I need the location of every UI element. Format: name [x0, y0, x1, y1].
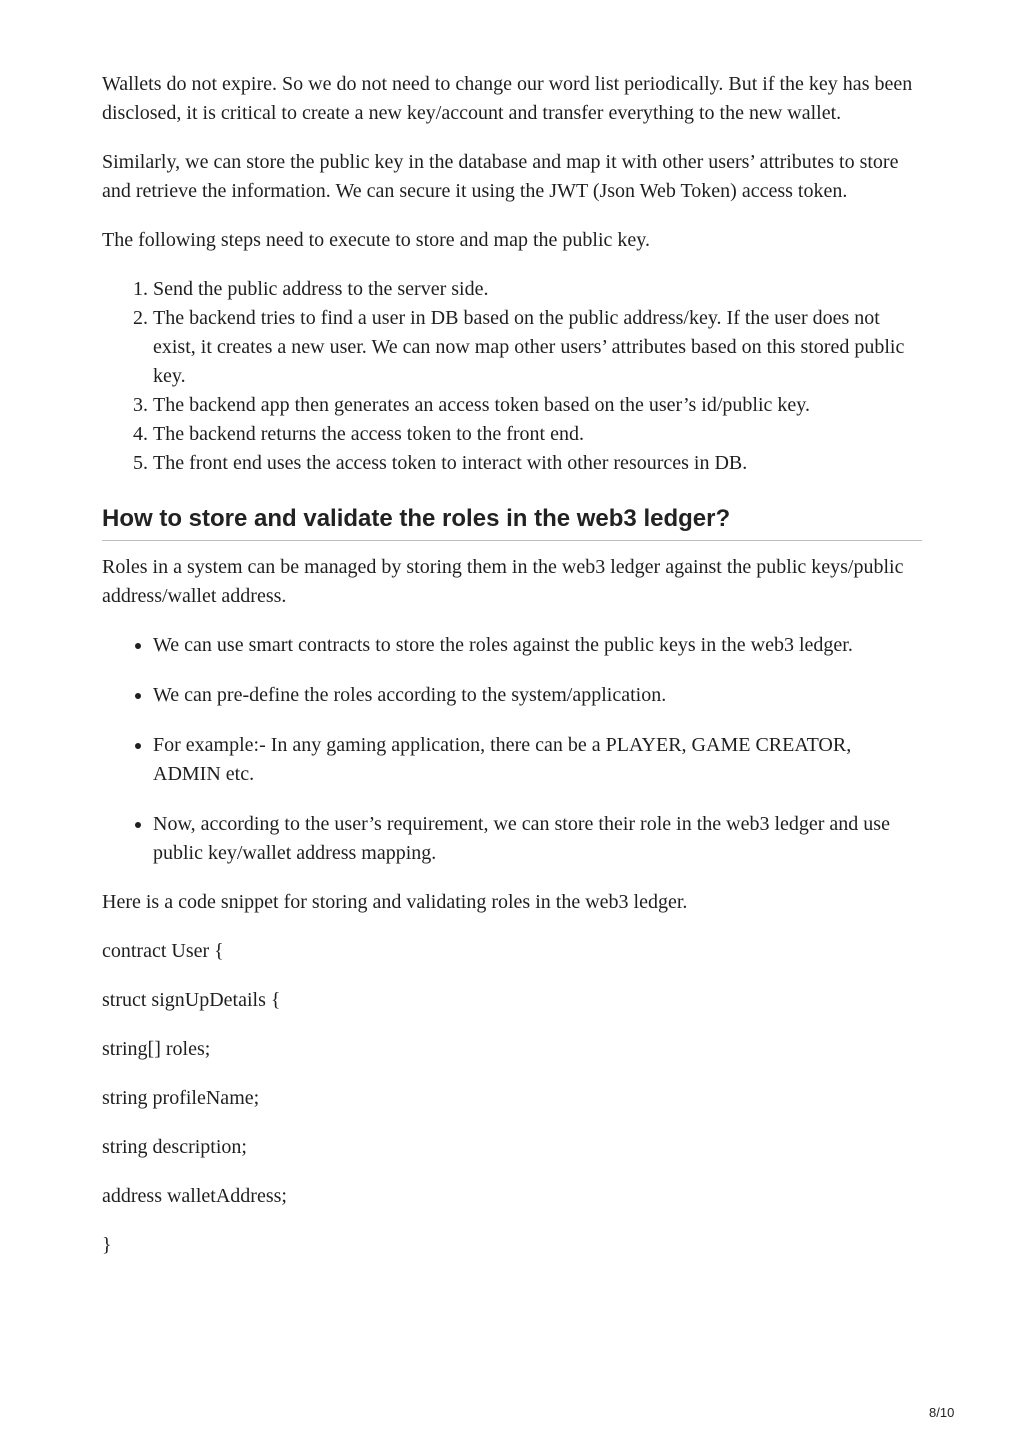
list-item: 2. The backend tries to find a user in DB based on the public address/key. If the user does not exist, it creates a new user. We can now map other users’ attributes based on this stored public key. [153, 304, 922, 391]
list-item: • Now, according to the user’s requirement, we can store their role in the web3 ledger and use public key/wallet address mapping. [153, 810, 922, 868]
code-line: contract User { [102, 940, 224, 962]
steps-list [102, 275, 922, 478]
list-item: • For example:- In any gaming application, there can be a PLAYER, GAME CREATOR, ADMIN etc. [153, 731, 922, 789]
code-line: address walletAddress; [102, 1185, 287, 1207]
code-line: } [102, 1234, 112, 1256]
code-line: string description; [102, 1136, 247, 1158]
section-heading: How to store and validate the roles in the web3 ledger? [102, 504, 922, 541]
page-number: 8/10 [929, 1405, 955, 1420]
list-item: • We can use smart contracts to store the roles against the public keys in the web3 ledger. [153, 631, 922, 660]
paragraph-steps-intro: The following steps need to execute to store and map the public key. [102, 229, 650, 251]
document-page [102, 70, 922, 1280]
roles-bullet-list [102, 631, 922, 868]
code-line: struct signUpDetails { [102, 989, 281, 1011]
paragraph-roles-intro: Roles in a system can be managed by storing them in the web3 ledger against the public keys/public address/wallet address. [102, 556, 904, 607]
paragraph-store-public-key: Similarly, we can store the public key in the database and map it with other users’ attributes to store and retrieve the information. We can secure it using the JWT (Json Web Token) access token. [102, 151, 899, 202]
paragraph-snippet-intro: Here is a code snippet for storing and validating roles in the web3 ledger. [102, 891, 688, 913]
code-snippet [102, 937, 922, 1260]
code-line: string profileName; [102, 1087, 260, 1109]
list-item: 3. The backend app then generates an access token based on the user’s id/public key. [153, 391, 922, 420]
list-item: • We can pre-define the roles according to the system/application. [153, 681, 922, 710]
paragraph-wallets-expire: Wallets do not expire. So we do not need to change our word list periodically. But if the key has been disclosed, it is critical to create a new key/account and transfer everything to the new wallet. [102, 73, 913, 124]
list-item: 1. Send the public address to the server side. [153, 275, 922, 304]
list-item: 4. The backend returns the access token to the front end. [153, 420, 922, 449]
list-item: 5. The front end uses the access token to interact with other resources in DB. [153, 449, 922, 478]
code-line: string[] roles; [102, 1038, 211, 1060]
